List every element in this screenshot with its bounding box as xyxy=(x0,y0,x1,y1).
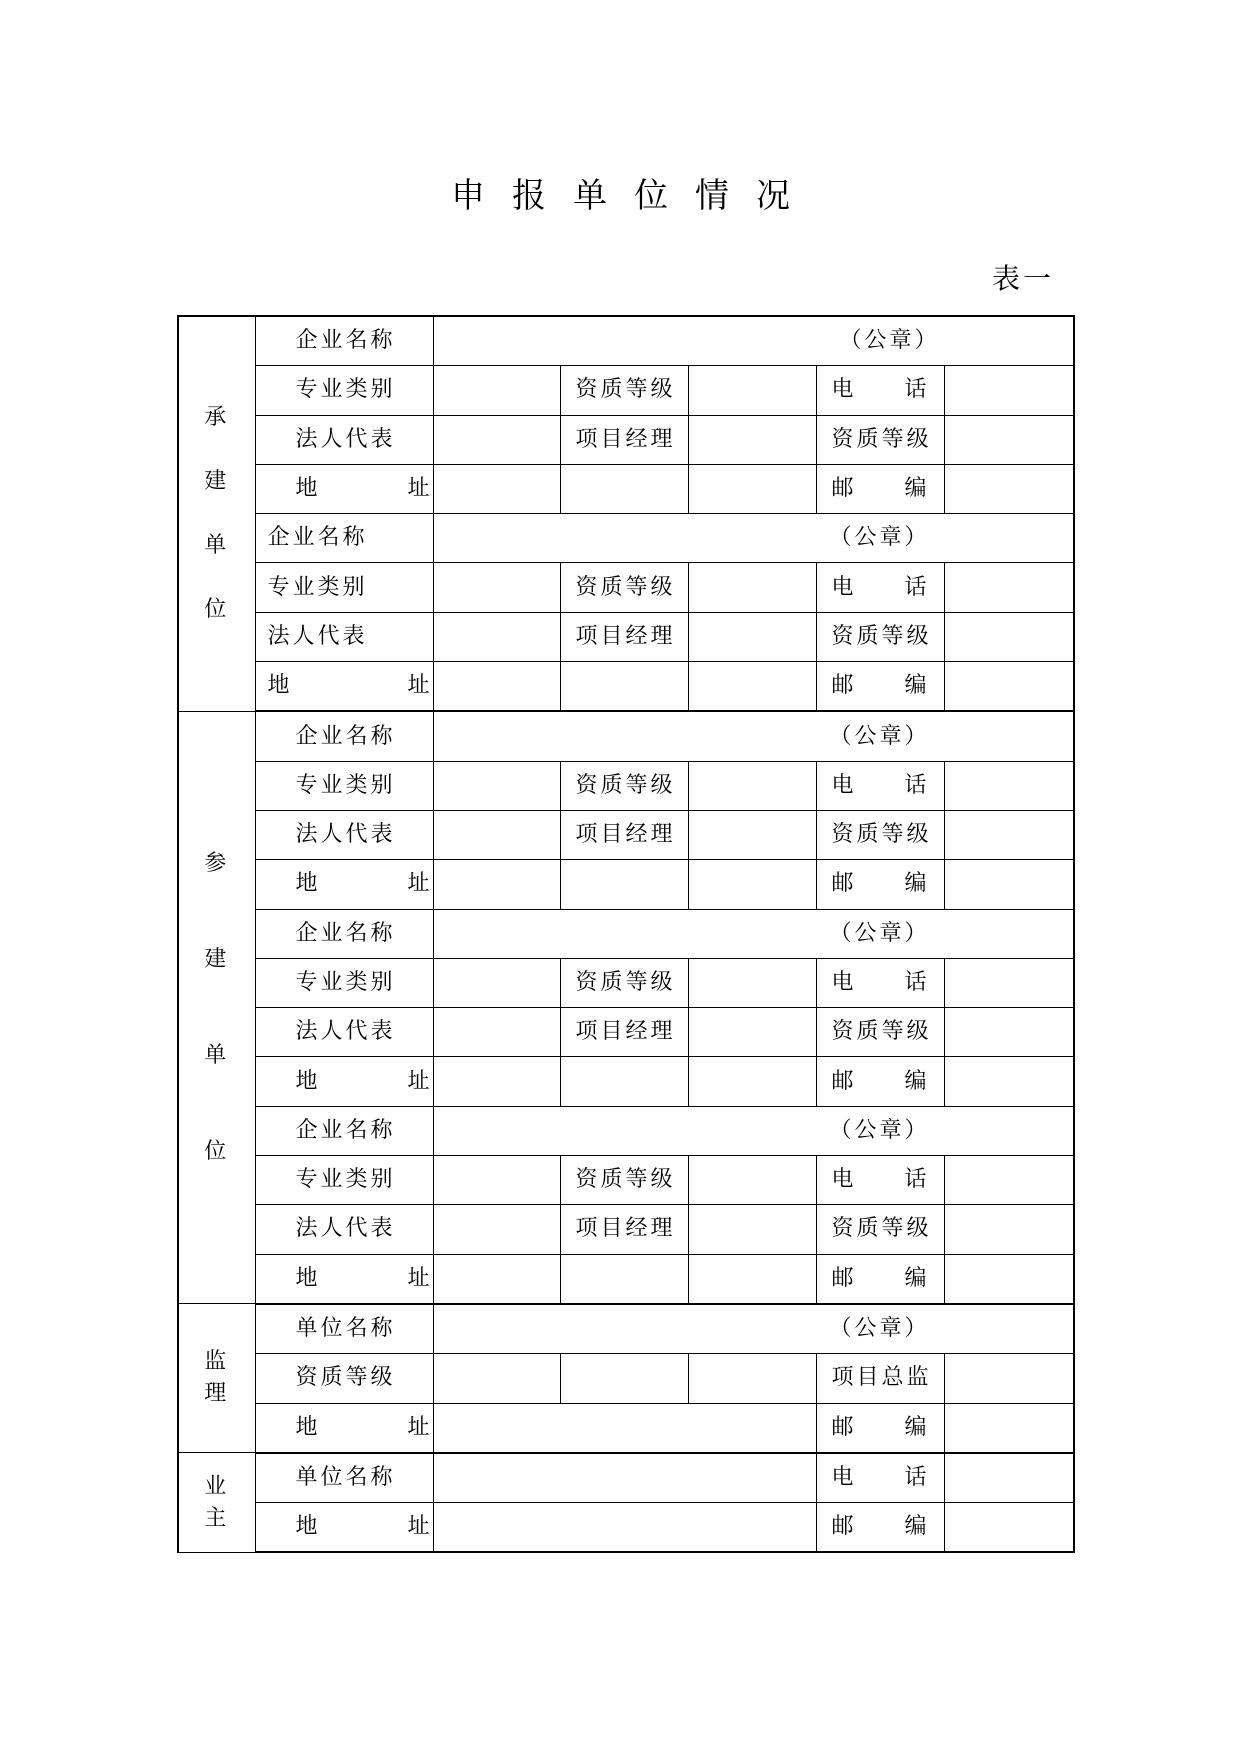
address-field[interactable] xyxy=(688,860,816,909)
phone-label: 电 话 xyxy=(816,958,944,1007)
address-label: 地 址 xyxy=(255,662,433,712)
qualification-field[interactable] xyxy=(688,958,816,1007)
qualification-field[interactable] xyxy=(688,761,816,810)
unit-name-label: 单位名称 xyxy=(255,1304,433,1354)
specialty-field[interactable] xyxy=(433,366,560,415)
postcode-field[interactable] xyxy=(944,662,1074,712)
phone-field[interactable] xyxy=(944,1156,1074,1205)
qualification-label: 资质等级 xyxy=(560,366,688,415)
table-number: 表一 xyxy=(992,262,1055,295)
legal-rep-label: 法人代表 xyxy=(255,810,433,859)
address-label: 地 址 xyxy=(255,860,433,909)
postcode-label: 邮 编 xyxy=(816,1403,944,1453)
address-field[interactable] xyxy=(560,1057,688,1106)
address-label: 地 址 xyxy=(255,1403,433,1453)
group-label-contractor: 承 建 单 位 xyxy=(178,316,255,711)
company-name-label: 企业名称 xyxy=(255,711,433,761)
chief-supervisor-label: 项目总监 xyxy=(816,1354,944,1403)
qualification-label: 资质等级 xyxy=(816,810,944,859)
specialty-field[interactable] xyxy=(433,761,560,810)
specialty-label: 专业类别 xyxy=(255,563,433,612)
project-manager-field[interactable] xyxy=(688,1205,816,1254)
address-field[interactable] xyxy=(688,464,816,513)
specialty-label: 专业类别 xyxy=(255,761,433,810)
chief-supervisor-field[interactable] xyxy=(944,1354,1074,1403)
phone-label: 电 话 xyxy=(816,563,944,612)
legal-rep-label: 法人代表 xyxy=(255,1008,433,1057)
manager-qualification-field[interactable] xyxy=(944,810,1074,859)
specialty-label: 专业类别 xyxy=(255,958,433,1007)
manager-qualification-field[interactable] xyxy=(944,415,1074,464)
project-manager-label: 项目经理 xyxy=(560,810,688,859)
seal-label: （公章） xyxy=(829,920,930,946)
project-manager-label: 项目经理 xyxy=(560,1205,688,1254)
phone-label: 电 话 xyxy=(816,1453,944,1503)
specialty-label: 专业类别 xyxy=(255,1156,433,1205)
address-field[interactable] xyxy=(560,464,688,513)
group-label-participant: 参 建 单 位 xyxy=(178,711,255,1304)
qualification-label: 资质等级 xyxy=(560,761,688,810)
phone-label: 电 话 xyxy=(816,761,944,810)
company-name-field[interactable] xyxy=(433,1106,1074,1155)
address-field[interactable] xyxy=(560,1254,688,1304)
qualification-label: 资质等级 xyxy=(816,1008,944,1057)
postcode-label: 邮 编 xyxy=(816,1057,944,1106)
unit-name-label: 单位名称 xyxy=(255,1453,433,1503)
project-manager-field[interactable] xyxy=(688,810,816,859)
qualification-field[interactable] xyxy=(688,563,816,612)
postcode-field[interactable] xyxy=(944,1403,1074,1453)
address-field[interactable] xyxy=(433,1254,560,1304)
legal-rep-label: 法人代表 xyxy=(255,612,433,661)
postcode-field[interactable] xyxy=(944,1254,1074,1304)
phone-field[interactable] xyxy=(944,366,1074,415)
specialty-field[interactable] xyxy=(433,1156,560,1205)
address-field[interactable] xyxy=(688,662,816,712)
legal-rep-field[interactable] xyxy=(433,1008,560,1057)
address-field[interactable] xyxy=(688,1254,816,1304)
manager-qualification-field[interactable] xyxy=(944,612,1074,661)
postcode-field[interactable] xyxy=(944,464,1074,513)
address-label: 地 址 xyxy=(255,1057,433,1106)
postcode-field[interactable] xyxy=(944,1057,1074,1106)
seal-label: （公章） xyxy=(829,723,930,749)
project-manager-field[interactable] xyxy=(688,1008,816,1057)
phone-field[interactable] xyxy=(944,563,1074,612)
company-name-field[interactable] xyxy=(433,316,1074,366)
specialty-field[interactable] xyxy=(433,958,560,1007)
legal-rep-field[interactable] xyxy=(433,1205,560,1254)
legal-rep-label: 法人代表 xyxy=(255,1205,433,1254)
page-title: 申报单位情况 xyxy=(451,176,817,216)
qualification-label: 资质等级 xyxy=(560,1156,688,1205)
applicant-units-table xyxy=(177,315,1075,1553)
postcode-label: 邮 编 xyxy=(816,464,944,513)
seal-label: （公章） xyxy=(829,1117,930,1143)
address-label: 地 址 xyxy=(255,1254,433,1304)
project-manager-label: 项目经理 xyxy=(560,1008,688,1057)
project-manager-label: 项目经理 xyxy=(560,612,688,661)
qualification-label: 资质等级 xyxy=(816,612,944,661)
company-name-field[interactable] xyxy=(433,909,1074,958)
company-name-label: 企业名称 xyxy=(255,909,433,958)
address-label: 地 址 xyxy=(255,464,433,513)
postcode-label: 邮 编 xyxy=(816,1503,944,1553)
address-field[interactable] xyxy=(433,464,560,513)
qualification-field[interactable] xyxy=(688,1354,816,1403)
unit-name-field[interactable] xyxy=(433,1304,1074,1354)
qualification-field[interactable] xyxy=(688,1156,816,1205)
manager-qualification-field[interactable] xyxy=(944,1205,1074,1254)
address-field[interactable] xyxy=(433,662,560,712)
legal-rep-label: 法人代表 xyxy=(255,415,433,464)
qualification-label: 资质等级 xyxy=(560,563,688,612)
seal-label: （公章） xyxy=(829,1316,930,1342)
qualification-field[interactable] xyxy=(688,366,816,415)
phone-label: 电 话 xyxy=(816,366,944,415)
legal-rep-field[interactable] xyxy=(433,415,560,464)
company-name-field[interactable] xyxy=(433,711,1074,761)
postcode-field[interactable] xyxy=(944,1503,1074,1553)
group-label-supervisor: 监 理 xyxy=(178,1304,255,1453)
phone-field[interactable] xyxy=(944,958,1074,1007)
project-manager-label: 项目经理 xyxy=(560,415,688,464)
project-manager-field[interactable] xyxy=(688,612,816,661)
legal-rep-field[interactable] xyxy=(433,810,560,859)
qualification-field[interactable] xyxy=(560,1354,688,1403)
project-manager-field[interactable] xyxy=(688,415,816,464)
qualification-field[interactable] xyxy=(433,1354,560,1403)
qualification-label: 资质等级 xyxy=(560,958,688,1007)
postcode-field[interactable] xyxy=(944,860,1074,909)
company-name-label: 企业名称 xyxy=(255,514,433,563)
company-name-label: 企业名称 xyxy=(255,316,433,366)
address-field[interactable] xyxy=(560,860,688,909)
address-field[interactable] xyxy=(688,1057,816,1106)
specialty-field[interactable] xyxy=(433,563,560,612)
address-label: 地 址 xyxy=(255,1503,433,1553)
company-name-label: 企业名称 xyxy=(255,1106,433,1155)
address-field[interactable] xyxy=(560,662,688,712)
phone-field[interactable] xyxy=(944,761,1074,810)
qualification-label: 资质等级 xyxy=(816,415,944,464)
manager-qualification-field[interactable] xyxy=(944,1008,1074,1057)
postcode-label: 邮 编 xyxy=(816,860,944,909)
address-field[interactable] xyxy=(433,860,560,909)
qualification-label: 资质等级 xyxy=(255,1354,433,1403)
phone-label: 电 话 xyxy=(816,1156,944,1205)
address-field[interactable] xyxy=(433,1503,816,1553)
postcode-label: 邮 编 xyxy=(816,1254,944,1304)
company-name-field[interactable] xyxy=(433,514,1074,563)
specialty-label: 专业类别 xyxy=(255,366,433,415)
qualification-label: 资质等级 xyxy=(816,1205,944,1254)
seal-label: （公章） xyxy=(829,525,930,551)
postcode-label: 邮 编 xyxy=(816,662,944,712)
unit-name-field[interactable] xyxy=(433,1453,816,1503)
legal-rep-field[interactable] xyxy=(433,612,560,661)
phone-field[interactable] xyxy=(944,1453,1074,1503)
address-field[interactable] xyxy=(433,1057,560,1106)
group-label-owner: 业 主 xyxy=(178,1453,255,1553)
seal-label: （公章） xyxy=(839,328,940,354)
address-field[interactable] xyxy=(433,1403,816,1453)
